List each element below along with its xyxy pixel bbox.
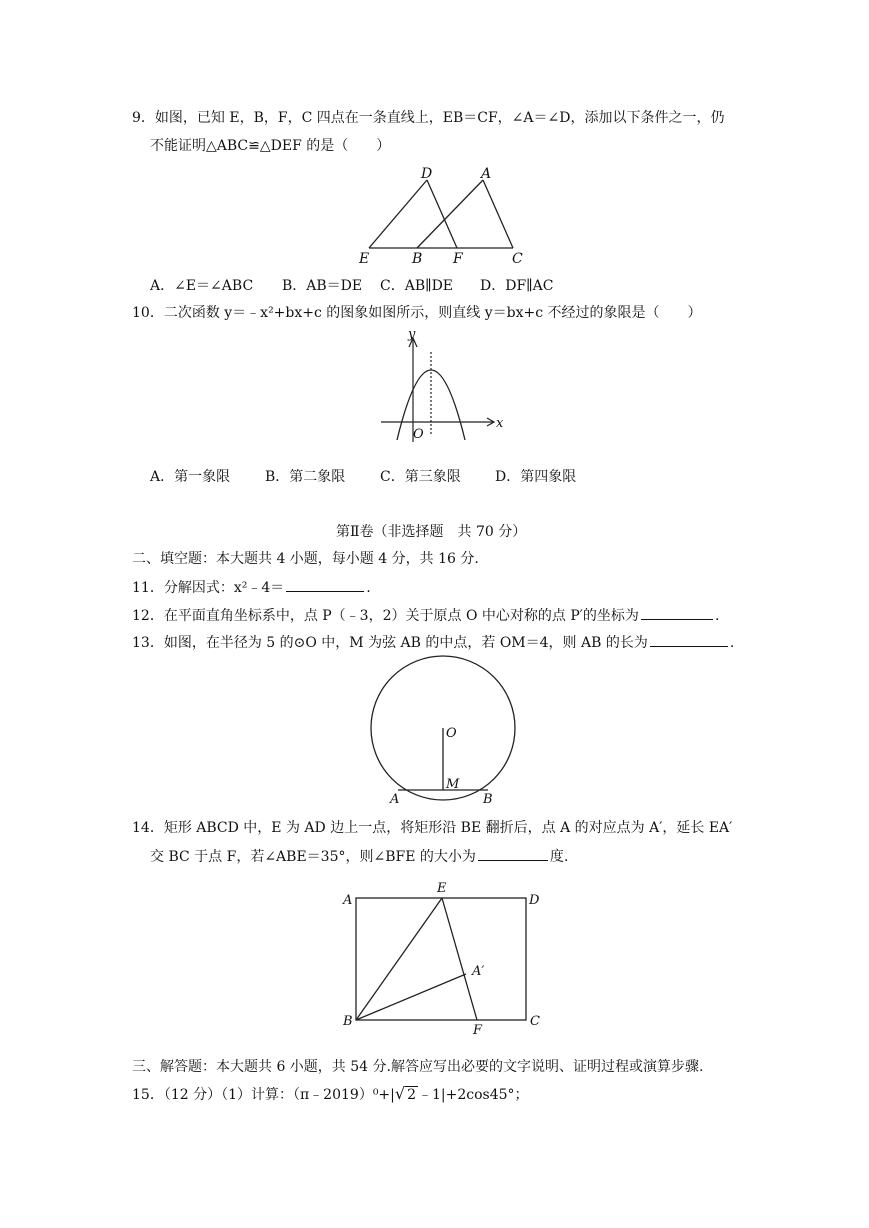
- q14-label-a-prime: A′: [472, 964, 485, 979]
- q9-label-f: F: [453, 251, 463, 267]
- q15-radicand: 2: [407, 1087, 417, 1103]
- q13-circle-figure: [370, 664, 520, 809]
- q9-label-d: D: [421, 166, 433, 182]
- q11-prompt: 11．分解因式：x²﹣4＝: [132, 580, 285, 596]
- q14-label-f: F: [473, 1023, 483, 1038]
- q9-label-b: B: [412, 251, 423, 267]
- q9-label-a: A: [481, 166, 492, 182]
- q14-rectangle-figure: [340, 876, 550, 1036]
- q10-option-d: D．第四象限: [495, 469, 577, 485]
- q13-label-a: A: [390, 792, 400, 807]
- q13-end: .: [729, 635, 735, 651]
- q10-label-y: y: [408, 327, 416, 342]
- q9-triangles-figure: [355, 162, 530, 272]
- q12-text: [132, 605, 719, 626]
- q14-label-e: E: [437, 881, 447, 896]
- q9-option-b: B．AB＝DE: [282, 278, 363, 294]
- q11-answer-blank[interactable]: [286, 577, 364, 592]
- q13-label-o: O: [446, 726, 457, 741]
- q10-parabola-figure: [375, 327, 510, 445]
- q13-label-m: M: [446, 777, 460, 792]
- q13-label-b: B: [483, 792, 493, 807]
- q10-text: 10．二次函数 y＝﹣x²+bx+c 的图象如图所示，则直线 y＝bx+c 不经过的象限是（ ）: [132, 305, 702, 321]
- q15-suffix: ﹣1|+2cos45°；: [418, 1087, 529, 1103]
- q14-label-c: C: [530, 1014, 540, 1029]
- q14-text-line1: 14．矩形 ABCD 中，E 为 AD 边上一点，将矩形沿 BE 翻折后，点 A 的对应点为 A′，延长 EA′: [132, 820, 733, 836]
- q12-end: .: [714, 608, 720, 624]
- q9-option-c: C．AB∥DE: [380, 278, 454, 294]
- q14-label-b: B: [343, 1014, 353, 1029]
- q12-prompt: 12．在平面直角坐标系中，点 P（﹣3，2）关于原点 O 中心对称的点 P′的坐标为: [132, 608, 639, 624]
- q13-text: [132, 632, 734, 653]
- q12-answer-blank[interactable]: [641, 605, 713, 620]
- q14-text-line2: [150, 846, 568, 867]
- q11-end: .: [366, 580, 371, 596]
- q14-prompt: 交 BC 于点 F，若∠ABE＝35°，则∠BFE 的大小为: [150, 849, 476, 865]
- part3-section-heading: 三、解答题：本大题共 6 小题，共 54 分.解答应写出必要的文字说明、证明过程或演算步骤.: [132, 1059, 704, 1075]
- q14-label-a: A: [343, 893, 353, 908]
- q14-label-d: D: [529, 893, 540, 908]
- q11-text: [132, 577, 371, 598]
- q10-label-x: x: [496, 416, 504, 431]
- q9-label-c: C: [512, 251, 523, 267]
- q14-end: 度.: [549, 849, 569, 865]
- q15-prefix: 15．（12 分）（1）计算：（π﹣2019）⁰+|: [132, 1087, 395, 1103]
- q13-answer-blank[interactable]: [650, 632, 728, 647]
- q9-option-a: A．∠E＝∠ABC: [150, 278, 254, 294]
- q10-label-origin: O: [413, 427, 424, 442]
- q15-text: [132, 1084, 529, 1105]
- q9-option-d: D．DF∥AC: [480, 278, 554, 294]
- part2-title: 第Ⅱ卷（非选择题 共 70 分）: [336, 524, 527, 540]
- q10-option-b: B．第二象限: [265, 469, 346, 485]
- q10-option-c: C．第三象限: [380, 469, 461, 485]
- q14-answer-blank[interactable]: [478, 846, 548, 861]
- q13-prompt: 13．如图，在半径为 5 的⊙O 中，M 为弦 AB 的中点，若 OM＝4，则 AB 的长为: [132, 635, 648, 651]
- sqrt-icon: √: [394, 1084, 406, 1103]
- part2-section-heading: 二、填空题：本大题共 4 小题，每小题 4 分，共 16 分.: [132, 551, 479, 567]
- q9-label-e: E: [359, 251, 370, 267]
- q9-text-line2: 不能证明△ABC≌△DEF 的是（ ）: [150, 138, 391, 154]
- q9-text-line1: 9．如图，已知 E，B，F，C 四点在一条直线上，EB＝CF，∠A＝∠D，添加以下条件之一，仍: [132, 110, 725, 126]
- q10-option-a: A．第一象限: [150, 469, 231, 485]
